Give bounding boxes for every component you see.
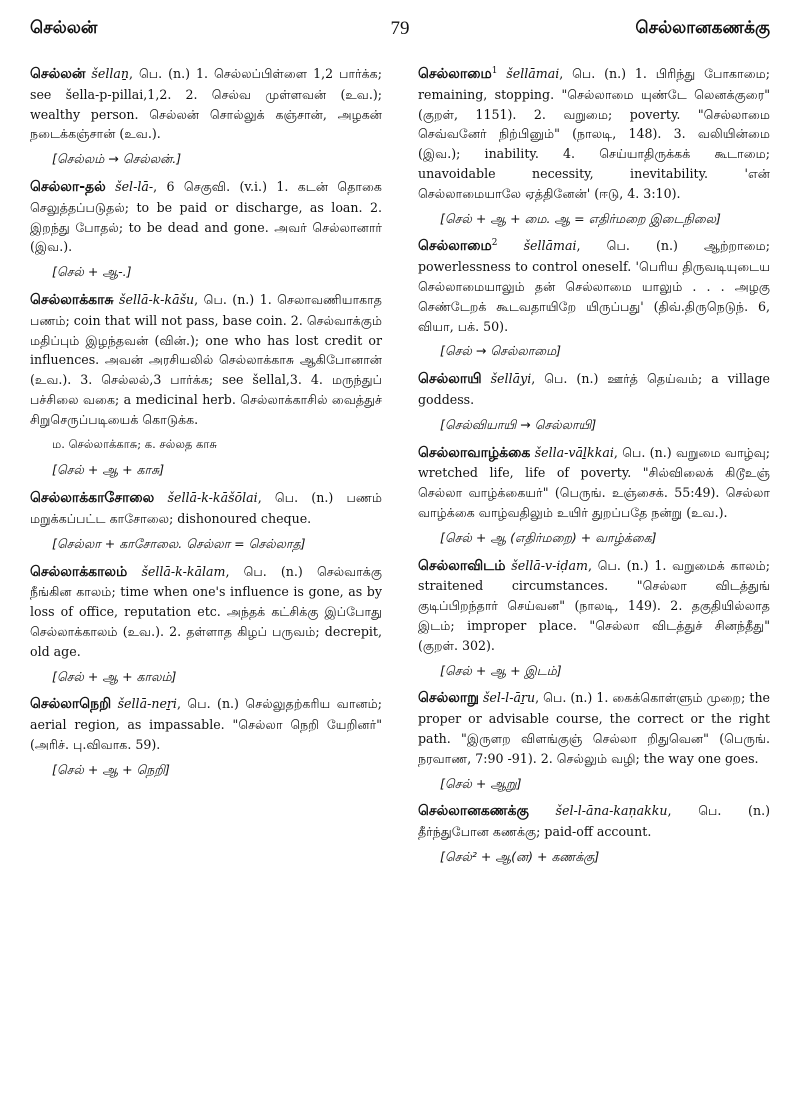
entry-part-of-speech: பெ. (n.): [544, 371, 599, 387]
entry-definition: ஆற்றாமை; powerlessness to control oneself. 'பெரிய திருவடியுடைய செல்லாமையாலும் தன் செல்லாமை யாலும் . . . அழகு செண்டேறக் கூடவதாயிறே யிருப்பது' (திவ்.திருநெடுந். 6, வியா, பக். 50).: [418, 238, 770, 334]
entry-headword: செல்லாறு: [418, 690, 479, 707]
entry-part-of-speech: பெ. (n.): [543, 690, 593, 706]
entry-definition: 1. வறுமைக் காலம்; straitened circumstances. "செல்லா விடத்துங் குடிப்பிறந்தார் செய்வன" (நாலடி, 149). 2. தகுதியில்லாத இடம்; improper place. "செல்லா விடத்துச் சினந்தீது" (குறள். 302).: [418, 557, 770, 653]
entry-headword: செல்லாக்காசு: [30, 291, 114, 308]
entry-definition: 1. பிரிந்து போகாமை; remaining, stopping. "செல்லாமை யுண்டே லெனக்குரை" (குறள், 1151). 2. வறுமை; poverty. "செல்லாமை செவ்வனேர் நிற்பினும்" (நாலடி, 148). 3. வலியின்மை (இவ.); inability. 4. செய்யாதிருக்கக் கூடாமை; unavoidable necessity, inevitability. 'என் செல்லாமையாலே ஏத்தினேன்' (ஈடு, 4. 3:10).: [418, 66, 770, 201]
entry-etymology: [செல்லா + காசோலை. செல்லா = செல்லாத]: [52, 535, 306, 551]
entry-headword: செல்லாவிடம்: [418, 557, 506, 574]
entry-definition: 1. செல்லப்பிள்ளை 1,2 பார்க்க; see šella-p-pillai,1,2. 2. செல்வ முள்ளவன் (உவ.); wealthy person. செல்லன் சொல்லுக் கஞ்சான், அழகன் நடைக்கஞ்சான் (உவ.).: [30, 66, 382, 142]
dictionary-entry: செல்லன் šellaṉ, பெ. (n.) 1. செல்லப்பிள்ளை 1,2 பார்க்க; see šella-p-pillai,1,2. 2. செல்வ முள்ளவன் (உவ.); wealthy person. செல்லன் சொல்லுக் கஞ்சான், அழகன் நடைக்கஞ்சான் (உவ.).: [30, 66, 382, 142]
entry-etymology: [செல்வியாயி → செல்லாயி]: [440, 416, 597, 432]
entry-transliteration: šella-vāḻkkai: [534, 444, 614, 460]
entry-definition: செல்லுதற்கரிய வானம்; aerial region, as impassable. "செல்லா நெறி யேறினர்" (அரிச். பு.விவாக. 59).: [30, 696, 382, 752]
entry-part-of-speech: பெ. (n.): [243, 563, 303, 579]
entry-definition: வறுமை வாழ்வு; wretched life, life of poverty. "சில்விலைக் கிடூஉஞ் செல்லா வாழ்க்கையர்" (பெருங். உஞ்சைக். 55:49). செல்லா வாழ்க்கை வாழ்வதிலும் உயிர் துறப்பதே நன்று (உவ.).: [418, 444, 770, 520]
entry-definition: பணம் மறுக்கப்பட்ட காசோலை; dishonoured cheque.: [30, 490, 382, 526]
entry-transliteration: šellāmai: [523, 238, 577, 254]
entry-headword: செல்லன்: [30, 66, 86, 82]
entry-part-of-speech: பெ. (n.): [274, 490, 334, 506]
left-column: [30, 64, 382, 788]
entry-headword: செல்லானகணக்கு: [418, 803, 529, 820]
entry-transliteration: šellā-k-kāšōlai: [167, 490, 258, 506]
entry-definition: தீர்ந்துபோன கணக்கு; paid-off account.: [418, 824, 652, 840]
entry-cognates: ம. செல்லாக்காசு; க. சல்லத காசு: [52, 436, 217, 451]
entry-etymology: [செல்லம் → செல்லன்.]: [52, 151, 182, 167]
running-head-left: செல்லன்: [30, 18, 98, 38]
entry-etymology: [செல் + ஆ + இடம்]: [440, 662, 562, 678]
entry-etymology: [செல்² + ஆ(ன) + கணக்கு]: [440, 848, 600, 864]
entry-transliteration: šellā-v-iḍam: [511, 557, 588, 573]
dictionary-entry: செல்லாவாழ்க்கை šella-vāḻkkai, பெ. (n.) வறுமை வாழ்வு; wretched life, life of poverty. "சில்விலைக் கிடூஉஞ் செல்லா வாழ்க்கையர்" (பெருங். உஞ்சைக். 55:49). செல்லா வாழ்க்கை வாழ்வதிலும் உயிர் துறப்பதே நன்று (உவ.).: [418, 444, 770, 520]
entry-etymology: [செல் + ஆ + நெறி]: [52, 761, 170, 777]
entry-part-of-speech: பெ. (n.): [187, 696, 239, 712]
homonym-number: 1: [491, 65, 498, 76]
entry-part-of-speech: பெ. (n.): [622, 444, 672, 460]
dictionary-entry: செல்லாவிடம் šellā-v-iḍam, பெ. (n.) 1. வறுமைக் காலம்; straitened circumstances. "செல்லா விடத்துங் குடிப்பிறந்தார் செய்வன" (நாலடி, 149). 2. தகுதியில்லாத இடம்; improper place. "செல்லா விடத்துச் சினந்தீது" (குறள். 302).: [418, 557, 770, 653]
entry-etymology: [செல் + ஆ (எதிர்மறை) + வாழ்க்கை]: [440, 529, 657, 545]
entry-definition: 1. செலாவணியாகாத பணம்; coin that will not pass, base coin. 2. செல்வாக்கும் மதிப்பும் இழந்தவன் (வின்.); one who has lost credit or influences. அவன் அரசியலில் செல்லாக்காசு ஆகிபோனான் (உவ.). 3. செல்லல்,3 பார்க்க; see šellal,3. 4. மருந்துப் பச்சிலை வகை; a medicinal herb. செல்லாக்காசில் வைத்துச் சிறுசெருப்படியைக் கொடுக்க.: [30, 291, 382, 427]
entry-definition: 1. கைக்கொள்ளும் முறை; the proper or advisable course, the correct or the right path. "இருளற விளங்குஞ் செல்லா றிதுவென" (பெருங். நரவாண, 7:90 -91). 2. செல்லும் வழி; the way one goes.: [418, 690, 771, 766]
entry-headword: செல்லாயி: [418, 371, 482, 388]
entry-headword: செல்லாநெறி: [30, 696, 112, 713]
entry-headword: செல்லாமை: [418, 238, 492, 255]
entry-part-of-speech: பெ. (n.): [203, 291, 255, 307]
right-column: [418, 64, 770, 875]
homonym-number: 2: [491, 238, 498, 249]
page-header: [30, 18, 770, 46]
dictionary-entry: செல்லாக்காலம் šellā-k-kālam, பெ. (n.) செல்வாக்கு நீங்கின காலம்; time when one's influence is gone, as by loss of office, reputation etc. அந்தக் கட்சிக்கு இப்போது செல்லாக்காலம் (உவ.). 2. தள்ளாத கிழப் பருவம்; decrepit, old age.: [30, 563, 382, 659]
entry-part-of-speech: பெ. (n.): [138, 66, 191, 81]
dictionary-entry: செல்லானகணக்கு šel-l-āna-kaṇakku, பெ. (n.) தீர்ந்துபோன கணக்கு; paid-off account.: [418, 803, 770, 840]
entry-headword: செல்லாவாழ்க்கை: [418, 444, 531, 461]
running-head-right: செல்லானகணக்கு: [635, 18, 770, 38]
entry-etymology: [செல் + ஆ + காசு]: [52, 462, 165, 478]
dictionary-entry: செல்லாக்காசு šellā-k-kāšu, பெ. (n.) 1. செலாவணியாகாத பணம்; coin that will not pass, base coin. 2. செல்வாக்கும் மதிப்பும் இழந்தவன் (வின்.); one who has lost credit or influences. அவன் அரசியலில் செல்லாக்காசு ஆகிபோனான் (உவ.). 3. செல்லல்,3 பார்க்க; see šellal,3. 4. மருந்துப் பச்சிலை வகை; a medicinal herb. செல்லாக்காசில் வைத்துச் சிறுசெருப்படியைக் கொடுக்க.: [30, 291, 382, 427]
page-number: 79: [390, 18, 410, 39]
entry-headword: செல்லாமை: [418, 66, 492, 82]
entry-transliteration: šellā-k-kālam: [141, 563, 226, 579]
dictionary-entry: செல்லாறு šel-l-āṟu, பெ. (n.) 1. கைக்கொள்ளும் முறை; the proper or advisable course, the correct or the right path. "இருளற விளங்குஞ் செல்லா றிதுவென" (பெருங். நரவாண, 7:90 -91). 2. செல்லும் வழி; the way one goes.: [418, 690, 771, 766]
entry-definition: செல்வாக்கு நீங்கின காலம்; time when one's influence is gone, as by loss of office, reputation etc. அந்தக் கட்சிக்கு இப்போது செல்லாக்காலம் (உவ.). 2. தள்ளாத கிழப் பருவம்; decrepit, old age.: [30, 563, 382, 659]
dictionary-entry: செல்லா-தல் šel-lā-, 6 செகுவி. (v.i.) 1. கடன் தொகை செலுத்தப்படுதல்; to be paid or discharge, as loan. 2. இறந்து போதல்; to be dead and gone. அவர் செல்லானார் (இவ.).: [30, 178, 382, 255]
entry-transliteration: šel-l-āna-kaṇakku: [555, 803, 668, 819]
dictionary-entry: செல்லாயி šellāyi, பெ. (n.) ஊர்த் தெய்வம்; a village goddess.: [418, 371, 770, 407]
entry-etymology: [செல் → செல்லாமை]: [440, 343, 562, 359]
entry-etymology: [செல் + ஆ-.]: [52, 264, 132, 280]
entry-transliteration: šellāyi: [490, 371, 532, 387]
dictionary-entry: செல்லாநெறி šellā-neṟi, பெ. (n.) செல்லுதற்கரிய வானம்; aerial region, as impassable. "செல்லா நெறி யேறினர்" (அரிச். பு.விவாக. 59).: [30, 696, 382, 752]
dictionary-entry: செல்லாமை$^1$ šellāmai, பெ. (n.) 1. பிரிந்து போகாமை; remaining, stopping. "செல்லாமை யுண்டே லெனக்குரை" (குறள், 1151). 2. வறுமை; poverty. "செல்லாமை செவ்வனேர் நிற்பினும்" (நாலடி, 148). 3. வலியின்மை (இவ.); inability. 4. செய்யாதிருக்கக் கூடாமை; unavoidable necessity, inevitability. 'என் செல்லாமையாலே ஏத்தினேன்' (ஈடு, 4. 3:10).: [418, 65, 770, 201]
entry-part-of-speech: பெ. (n.): [698, 803, 770, 819]
entry-etymology: [செல் + ஆறு]: [440, 775, 522, 791]
entry-part-of-speech: 6 செகுவி. (v.i.): [166, 178, 267, 194]
dictionary-entry: செல்லாமை$^2$ šellāmai, பெ. (n.) ஆற்றாமை; powerlessness to control oneself. 'பெரிய திருவடியுடைய செல்லாமையாலும் தன் செல்லாமை யாலும் . . . அழகு செண்டேறக் கூடவதாயிறே யிருப்பது' (திவ்.திருநெடுந். 6, வியா, பக். 50).: [418, 238, 770, 334]
entry-transliteration: šel-lā-: [115, 178, 154, 194]
entry-transliteration: šel-l-āṟu: [482, 690, 536, 706]
entry-transliteration: šellā-neṟi: [117, 696, 177, 712]
entry-headword: செல்லாக்காசோலை: [30, 490, 155, 507]
dictionary-entry: செல்லாக்காசோலை šellā-k-kāšōlai, பெ. (n.) பணம் மறுக்கப்பட்ட காசோலை; dishonoured cheque.: [30, 490, 382, 526]
entry-part-of-speech: பெ. (n.): [597, 557, 649, 573]
entry-definition: 1. கடன் தொகை செலுத்தப்படுதல்; to be paid or discharge, as loan. 2. இறந்து போதல்; to be dead and gone. அவர் செல்லானார் (இவ.).: [30, 178, 382, 255]
entry-part-of-speech: பெ. (n.): [606, 238, 678, 254]
entry-transliteration: šellā-k-kāšu: [119, 291, 195, 307]
entry-transliteration: šellaṉ: [91, 66, 130, 81]
entry-headword: செல்லாக்காலம்: [30, 563, 128, 580]
entry-part-of-speech: பெ. (n.): [572, 66, 627, 81]
entry-transliteration: šellāmai: [506, 66, 560, 81]
entry-etymology: [செல் + ஆ + மை. ஆ = எதிர்மறை இடைநிலை]: [440, 210, 721, 226]
entry-definition: ஊர்த் தெய்வம்; a village goddess.: [418, 371, 770, 407]
entry-etymology: [செல் + ஆ + காலம்]: [52, 668, 177, 684]
entry-headword: செல்லா-தல்: [30, 178, 106, 195]
